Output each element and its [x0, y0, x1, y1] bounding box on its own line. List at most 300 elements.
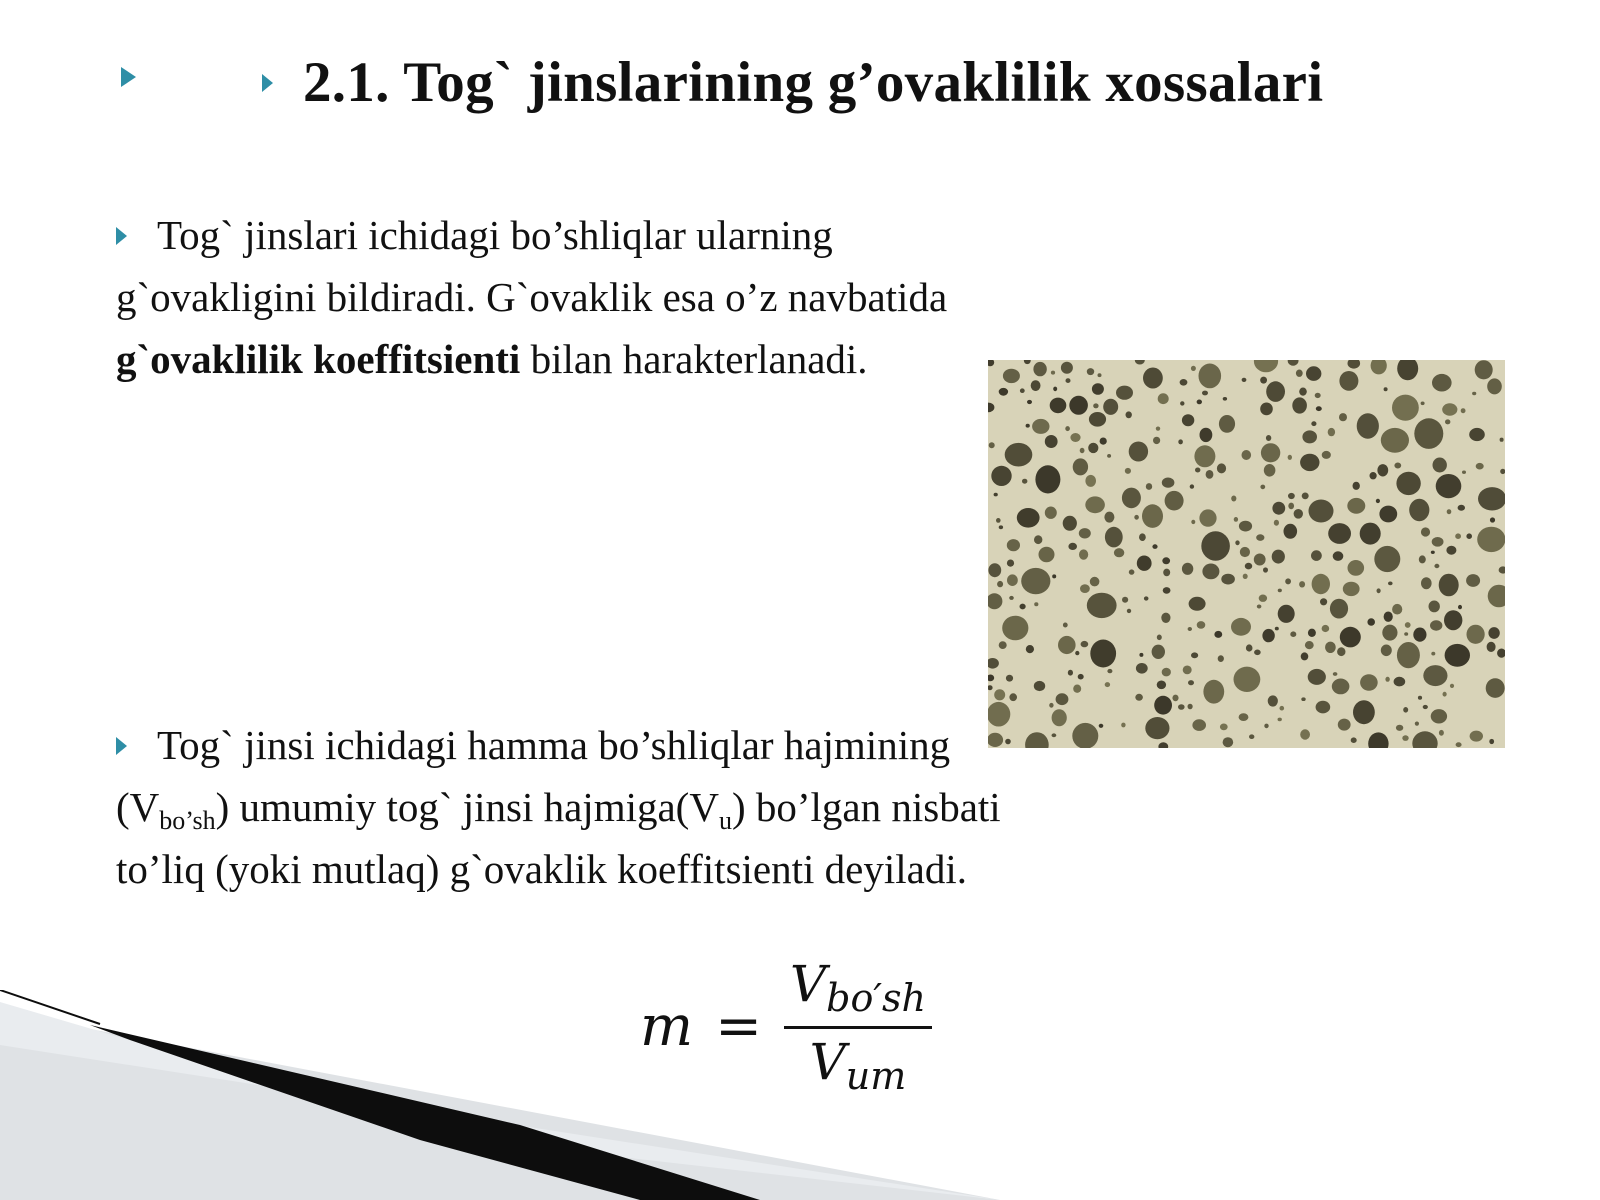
rock-pore: [1477, 527, 1505, 552]
rock-pore: [1486, 678, 1505, 698]
subscript-u: u: [718, 806, 732, 835]
rock-pore: [1197, 400, 1202, 405]
paragraph2-text-2: ) umumiy tog` jinsi hajmiga(V: [215, 784, 719, 830]
rock-pore: [1068, 670, 1073, 676]
rock-pore: [1421, 402, 1425, 406]
rock-pore: [1049, 703, 1053, 708]
rock-pore: [1381, 428, 1409, 453]
rock-pore: [1223, 737, 1234, 747]
rock-pore: [1033, 362, 1046, 376]
rock-pore: [1034, 681, 1045, 691]
rock-pore: [1436, 474, 1462, 498]
rock-pore: [1333, 551, 1344, 561]
rock-pore: [1379, 506, 1397, 523]
rock-pore: [1382, 625, 1397, 641]
rock-pore: [1129, 569, 1135, 574]
rock-pore: [1142, 504, 1163, 528]
rock-pore: [1039, 547, 1055, 562]
rock-pore: [1385, 677, 1389, 682]
rock-pore: [1045, 507, 1057, 519]
rock-pore: [1183, 666, 1192, 675]
porous-rock-texture: [988, 360, 1505, 748]
rock-pore: [1367, 618, 1375, 626]
paragraph2-text-1: Tog` jinsi ichidagi hamma bo’shliqlar hajmining (V: [116, 722, 951, 830]
rock-pore: [1256, 534, 1264, 541]
rock-pore: [1339, 371, 1358, 391]
rock-pore: [1360, 674, 1378, 691]
rock-pore: [1188, 704, 1193, 710]
rock-pore: [1009, 693, 1017, 701]
rock-pore: [1144, 596, 1149, 600]
rock-pore: [1249, 734, 1254, 739]
rock-pore: [1180, 401, 1184, 405]
rock-pore: [1104, 512, 1114, 523]
rock-pore: [1456, 742, 1462, 747]
rock-pore: [1415, 722, 1419, 726]
subscript-bo-sh: bo’sh: [159, 806, 216, 835]
rock-pore: [1274, 520, 1279, 526]
rock-pore: [1217, 463, 1226, 473]
rock-pore: [1445, 419, 1450, 424]
rock-pore: [1072, 723, 1098, 748]
rock-pore: [1163, 587, 1171, 594]
paragraph-porosity-intro: [116, 204, 1016, 390]
paragraph2-text-3: ) bo’lgan nisbati to’liq (yoki mutlaq) g`ovaklik koeffitsienti deyiladi.: [116, 784, 1001, 892]
rock-pore: [1100, 438, 1107, 445]
rock-pore: [1288, 455, 1292, 460]
rock-pore: [1446, 546, 1456, 555]
rock-pore: [1333, 672, 1338, 676]
rock-pore: [999, 525, 1003, 529]
rock-pore: [1199, 364, 1222, 389]
rock-pore: [1343, 582, 1360, 596]
rock-pore: [1202, 391, 1208, 396]
rock-pore: [1432, 374, 1452, 392]
rock-pore: [1161, 613, 1170, 623]
rock-pore: [1444, 610, 1462, 630]
rock-pore: [1431, 709, 1447, 723]
rock-pore: [1308, 629, 1316, 637]
rock-pore: [1243, 574, 1248, 579]
rock-pore: [1234, 517, 1238, 522]
rock-pore: [1266, 381, 1285, 402]
rock-pore: [1052, 733, 1057, 737]
rock-pore: [1402, 735, 1408, 741]
rock-pore: [1007, 560, 1014, 567]
rock-pore: [1146, 483, 1152, 490]
rock-pore: [1466, 533, 1472, 539]
rock-pore: [1069, 396, 1088, 415]
rock-pore: [1278, 589, 1282, 593]
rock-pore: [1475, 360, 1493, 379]
rock-pore: [1301, 652, 1309, 660]
rock-pore: [1470, 731, 1483, 742]
rock-pore: [1384, 387, 1388, 391]
rock-pore: [1017, 508, 1040, 528]
triangle-bullet-icon: [116, 227, 127, 245]
rock-pore: [1053, 387, 1057, 392]
rock-pore: [1191, 520, 1195, 524]
rock-pore: [1203, 680, 1224, 704]
rock-pore: [1153, 437, 1160, 444]
rock-pore: [1284, 524, 1298, 539]
rock-pore: [1320, 598, 1327, 605]
rock-pore: [1032, 419, 1049, 434]
rock-pore: [1301, 697, 1305, 701]
rock-pore: [1275, 627, 1279, 631]
rock-pore: [1254, 650, 1261, 656]
rock-pore: [1143, 368, 1163, 389]
rock-pore: [1003, 369, 1020, 383]
rock-pore: [1260, 377, 1267, 384]
paragraph1-text-start: Tog` jinslari ichidagi bo’shliqlar ularning g`ovakligini bildiradi. G`ovaklik esa o’z navbatida: [116, 212, 948, 320]
rock-pore: [1466, 574, 1480, 587]
rock-pore: [1351, 737, 1357, 743]
rock-pore: [1418, 696, 1422, 700]
rock-pore: [1020, 604, 1026, 610]
rock-pore: [1070, 433, 1080, 442]
rock-pore: [1087, 368, 1094, 375]
rock-pore: [1404, 632, 1408, 636]
slide-title: 2.1. Tog` jinslarining g’ovaklilik xossalari: [303, 51, 1324, 114]
rock-pore: [1031, 380, 1041, 391]
rock-pore: [1442, 403, 1457, 415]
rock-pore: [1302, 493, 1309, 500]
rock-pore: [1384, 612, 1393, 622]
denominator-subscript: um: [845, 1054, 907, 1098]
rock-pore: [1136, 663, 1148, 674]
rock-pore: [999, 388, 1008, 396]
rock-pore: [1034, 535, 1042, 544]
rock-pore: [1191, 652, 1198, 658]
rock-pore: [1430, 620, 1442, 630]
rock-pore: [1414, 418, 1443, 449]
rock-pore: [1073, 685, 1081, 693]
rock-pore: [1182, 414, 1194, 426]
rock-pore: [1239, 713, 1249, 721]
rock-pore: [1340, 627, 1361, 648]
rock-pore: [1087, 593, 1117, 618]
rock-pore: [1268, 695, 1278, 706]
rock-pore: [1240, 547, 1250, 557]
rock-pore: [1294, 509, 1303, 519]
rock-pore: [1026, 645, 1034, 653]
rock-pore: [1478, 487, 1505, 510]
rock-pore: [1065, 426, 1070, 431]
rock-pore: [1221, 574, 1235, 585]
rock-pore: [1409, 499, 1429, 521]
rock-pore: [1434, 564, 1439, 568]
rock-pore: [1180, 379, 1188, 386]
rock-pore: [1157, 681, 1166, 690]
rock-pore: [1105, 682, 1110, 687]
rock-pore: [1370, 472, 1377, 479]
rock-pore: [1423, 665, 1447, 686]
rock-pore: [1264, 464, 1276, 477]
rock-pore: [1445, 644, 1470, 667]
rock-pore: [1134, 515, 1139, 520]
rock-pore: [1135, 694, 1143, 701]
rock-pore: [1073, 458, 1088, 475]
rock-pore: [1489, 739, 1494, 744]
rock-pore: [1090, 577, 1100, 587]
rock-pore: [1300, 729, 1310, 739]
rock-pore: [1288, 503, 1294, 510]
rock-pore: [1245, 563, 1252, 570]
rock-pore: [1139, 533, 1146, 541]
rock-pore: [1081, 641, 1089, 647]
rock-pore: [1066, 378, 1071, 383]
rock-pore: [1461, 408, 1466, 413]
formula-equals: =: [715, 994, 763, 1059]
rock-pore: [1190, 484, 1194, 488]
rock-pore: [1431, 652, 1435, 656]
rock-pore: [1099, 724, 1104, 728]
rock-pore: [1377, 588, 1381, 593]
rock-pore: [1122, 597, 1128, 603]
rock-pore: [994, 689, 1005, 700]
rock-pore: [1325, 642, 1336, 653]
rock-pore: [1158, 393, 1169, 404]
rock-pore: [1079, 528, 1091, 538]
rock-pore: [1360, 523, 1381, 545]
rock-pore: [1462, 471, 1466, 474]
rock-pore: [1007, 539, 1020, 551]
rock-pore: [1145, 717, 1169, 739]
rock-pore: [1403, 707, 1408, 713]
rock-pore: [1052, 574, 1056, 578]
rock-pore: [1206, 470, 1214, 479]
rock-pore: [1152, 544, 1157, 549]
rock-pore: [1121, 723, 1125, 728]
rock-pore: [1052, 709, 1067, 726]
rock-pore: [991, 466, 1011, 486]
rock-pore: [1405, 622, 1411, 628]
rock-pore: [1262, 629, 1274, 642]
rock-pore: [1080, 448, 1085, 453]
rock-pore: [1288, 493, 1295, 499]
rock-pore: [1080, 584, 1090, 593]
rock-pore: [1377, 464, 1388, 476]
rock-pore: [1078, 674, 1084, 680]
rock-pore: [1063, 623, 1068, 628]
rock-pore: [1246, 644, 1253, 651]
rock-pore: [1105, 527, 1123, 548]
rock-pore: [996, 518, 1001, 523]
rock-pore: [1332, 679, 1350, 695]
rock-pore: [1172, 695, 1178, 702]
rock-pore: [1214, 631, 1222, 638]
rock-pore: [1339, 413, 1347, 421]
rock-pore: [1388, 582, 1393, 586]
formula-lhs: m: [640, 994, 694, 1059]
rock-pore: [1347, 498, 1365, 514]
rock-pore: [1006, 675, 1013, 682]
rock-pore: [1085, 475, 1096, 487]
rock-pore: [1450, 684, 1454, 688]
rock-pore: [1309, 500, 1334, 523]
rock-pore: [1296, 370, 1303, 377]
rock-pore: [1139, 653, 1143, 657]
rock-pore: [1090, 640, 1116, 668]
rock-pore: [1353, 700, 1375, 724]
rock-pore: [1396, 725, 1403, 731]
rock-pore: [1195, 468, 1200, 473]
rock-pore: [1263, 567, 1268, 572]
rock-pore: [1200, 428, 1213, 442]
rock-pore: [1421, 577, 1432, 589]
rock-pore: [1093, 403, 1098, 408]
numerator-subscript: bo′sh: [826, 976, 926, 1020]
rock-pore: [1272, 550, 1285, 564]
rock-pore: [1305, 641, 1314, 649]
rock-pore: [1394, 677, 1406, 687]
rock-pore: [1315, 393, 1321, 398]
rock-pore: [1348, 560, 1365, 576]
rock-pore: [1122, 488, 1141, 509]
rock-pore: [1328, 428, 1335, 436]
rock-pore: [1045, 435, 1058, 448]
rock-pore: [999, 641, 1007, 649]
rock-pore: [1254, 554, 1266, 566]
rock-pore: [1137, 556, 1152, 571]
rock-pore: [1322, 625, 1330, 632]
rock-pore: [1197, 621, 1206, 629]
rock-pore: [1182, 563, 1193, 575]
rock-pore: [1178, 704, 1185, 710]
rock-pore: [1235, 540, 1239, 545]
rock-pore: [1433, 458, 1447, 473]
triangle-bullet-icon: [121, 67, 136, 87]
rock-pore: [1125, 468, 1131, 474]
rock-pore: [1260, 485, 1265, 490]
rock-pore: [1266, 435, 1271, 441]
title-row: [262, 50, 1323, 115]
rock-pore: [1201, 531, 1230, 560]
rock-pore: [1487, 378, 1502, 394]
rock-pore: [1098, 373, 1102, 377]
rock-pore: [1231, 618, 1251, 636]
rock-pore: [1152, 645, 1165, 659]
rock-pore: [1242, 450, 1252, 460]
triangle-bullet-icon: [116, 737, 127, 755]
rock-pore: [1079, 549, 1088, 559]
rock-pore: [1050, 398, 1067, 414]
rock-pore: [1162, 668, 1171, 677]
rock-pore: [1290, 631, 1296, 637]
paragraph1-bold-term: g`ovaklilik koeffitsienti: [116, 336, 521, 382]
rock-pore: [1272, 502, 1285, 515]
rock-pore: [1490, 517, 1495, 522]
rock-pore: [1469, 428, 1485, 441]
rock-pore: [1376, 499, 1380, 503]
rock-pore: [1219, 415, 1235, 433]
rock-pore: [1157, 635, 1162, 641]
rock-pore: [1311, 550, 1322, 561]
rock-pore: [1188, 680, 1194, 685]
rock-pore: [1257, 605, 1262, 609]
rock-pore: [1308, 669, 1326, 685]
rock-pore: [1218, 655, 1224, 662]
triangle-bullet-icon: [262, 74, 273, 92]
rock-pore: [1280, 706, 1285, 711]
rock-pore: [1223, 397, 1227, 401]
rock-pore: [994, 493, 998, 497]
rock-pore: [1107, 669, 1112, 673]
numerator-variable: V: [790, 955, 827, 1013]
rock-pore: [1022, 479, 1027, 484]
rock-pore: [1178, 439, 1183, 444]
rock-pore: [1092, 383, 1104, 395]
rock-pore: [1278, 718, 1282, 722]
rock-pore: [1353, 482, 1360, 490]
rock-pore: [1443, 692, 1447, 697]
rock-pore: [1231, 496, 1236, 502]
rock-pore: [1458, 505, 1465, 511]
rock-pore: [1285, 578, 1291, 584]
rock-pore: [1002, 616, 1028, 641]
rock-pore: [1455, 533, 1461, 539]
rock-pore: [997, 581, 1003, 587]
rock-pore: [1188, 627, 1192, 631]
rock-pore: [1476, 463, 1484, 470]
rock-pore: [1116, 386, 1133, 400]
rock-pore: [1423, 705, 1428, 709]
paragraph1-text-end: bilan harakterlanadi.: [520, 336, 868, 382]
rock-pore: [1005, 443, 1033, 467]
rock-pore: [1472, 392, 1476, 395]
rock-pore: [1199, 509, 1216, 526]
rock-pore: [1191, 366, 1196, 371]
rock-pore: [1302, 430, 1317, 443]
rock-pore: [1328, 523, 1351, 544]
rock-pore: [1114, 548, 1124, 557]
rock-pore: [1439, 574, 1459, 597]
rock-pore: [1035, 465, 1060, 493]
rock-pore: [1061, 362, 1073, 374]
rock-pore: [1085, 496, 1105, 513]
rock-pore: [1419, 555, 1426, 563]
rock-pore: [1063, 516, 1077, 531]
rock-pore: [1439, 730, 1444, 736]
rock-pore: [1089, 412, 1106, 427]
rock-pore: [1306, 366, 1321, 381]
rock-pore: [1396, 472, 1420, 495]
rock-pore: [1234, 667, 1261, 692]
rock-pore: [1162, 478, 1175, 488]
rock-pore: [1300, 454, 1319, 471]
rock-pore: [1278, 605, 1295, 623]
rock-pore: [1068, 543, 1077, 550]
rock-pore: [1058, 636, 1076, 654]
rock-pore: [1374, 546, 1400, 572]
rock-pore: [1027, 400, 1032, 404]
rock-pore: [1239, 521, 1252, 532]
rock-pore: [1242, 378, 1247, 382]
rock-pore: [1488, 627, 1499, 639]
rock-pore: [1447, 509, 1452, 514]
paragraph-porosity-definition: [116, 714, 1016, 900]
rock-pore: [1381, 645, 1392, 657]
rock-pore: [1467, 625, 1485, 644]
rock-pore: [1394, 463, 1401, 469]
decorative-corner-swoosh: [0, 990, 1000, 1200]
rock-pore: [1154, 696, 1172, 715]
rock-pore: [1202, 564, 1219, 580]
rock-pore: [1009, 596, 1014, 600]
rock-pore: [1103, 399, 1118, 415]
rock-pore: [1107, 454, 1111, 458]
